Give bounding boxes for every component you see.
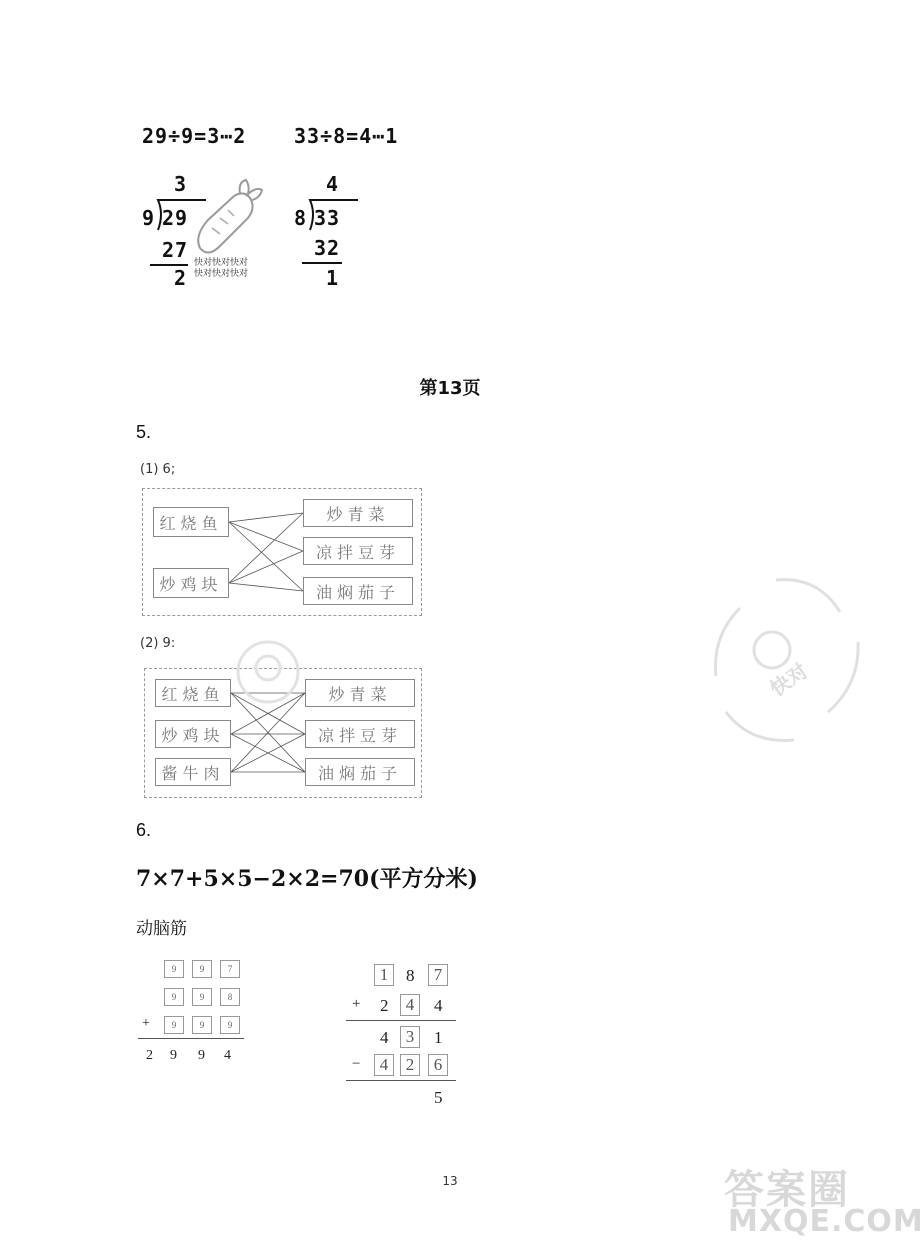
digit: 4 xyxy=(434,996,443,1015)
digit: 8 xyxy=(406,966,415,985)
division-line xyxy=(302,262,342,264)
digit-box: 9 xyxy=(220,1016,240,1034)
question-6-number: 6. xyxy=(136,820,152,840)
left-item-2: 炒鸡块 xyxy=(155,720,231,748)
digit-box: 1 xyxy=(374,964,394,986)
part-1-label: (1) 6; xyxy=(140,462,176,477)
digit: 1 xyxy=(434,1028,443,1047)
dividend: 33 xyxy=(314,206,341,230)
digit-box: 6 xyxy=(428,1054,448,1076)
kuaidui-logo-icon xyxy=(222,626,314,718)
question-5-number: 5. xyxy=(136,422,152,442)
divisor: 8 xyxy=(294,206,308,230)
digit-box: 4 xyxy=(400,994,420,1016)
right-item-3: 油焖茄子 xyxy=(305,758,415,786)
brand-watermark-top: 答案圈 xyxy=(724,1167,850,1213)
dividend: 29 xyxy=(162,206,189,230)
result-digit: 5 xyxy=(434,1088,443,1107)
remainder: 1 xyxy=(326,266,340,290)
result-digit: 4 xyxy=(224,1048,231,1063)
digit-box: 7 xyxy=(428,964,448,986)
quotient: 4 xyxy=(326,172,340,196)
divisor: 9 xyxy=(142,206,156,230)
plus-operator: + xyxy=(142,1016,150,1031)
digit-box: 7 xyxy=(220,960,240,978)
digit: 2 xyxy=(380,996,389,1015)
addition-puzzle-left xyxy=(136,956,256,1076)
result-digit: 2 xyxy=(146,1048,153,1063)
page-number: 13 xyxy=(442,1174,458,1188)
right-item-3: 油焖茄子 xyxy=(303,577,413,605)
sum-line xyxy=(138,1038,244,1039)
page-heading: 第13页 xyxy=(419,378,481,399)
brand-watermark-bottom: MXQE.COM xyxy=(728,1204,924,1239)
right-item-1: 炒青菜 xyxy=(303,499,413,527)
digit-box: 8 xyxy=(220,988,240,1006)
kuaidui-watermark-text: 快对 xyxy=(765,658,813,702)
sum-line xyxy=(346,1020,456,1021)
addition-puzzle-right xyxy=(344,960,464,1110)
minus-operator: − xyxy=(352,1056,361,1072)
carrot-watermark-icon xyxy=(190,176,270,260)
digit-box: 4 xyxy=(374,1054,394,1076)
right-item-1: 炒青菜 xyxy=(305,679,415,707)
difference-line xyxy=(346,1080,456,1081)
left-item-3: 酱牛肉 xyxy=(155,758,231,786)
division-equation-right: 33÷8=4⋯1 xyxy=(294,124,399,148)
digit-box: 9 xyxy=(192,1016,212,1034)
carrot-watermark-text: 快对快对快对 快对快对快对 xyxy=(194,258,249,279)
quotient: 3 xyxy=(174,172,188,196)
long-division-right xyxy=(292,170,362,290)
product: 32 xyxy=(314,236,341,260)
digit-box: 9 xyxy=(164,1016,184,1034)
digit-box: 2 xyxy=(400,1054,420,1076)
digit-box: 9 xyxy=(164,960,184,978)
digit: 4 xyxy=(380,1028,389,1047)
plus-operator: + xyxy=(352,996,361,1012)
digit-box: 9 xyxy=(192,988,212,1006)
digit-box: 9 xyxy=(164,988,184,1006)
digit-box: 3 xyxy=(400,1026,420,1048)
result-digit: 9 xyxy=(198,1048,205,1063)
area-equation: 7×7+5×5−2×2=70(平方分米) xyxy=(136,866,478,892)
division-equation-left: 29÷9=3⋯2 xyxy=(142,124,247,148)
brain-teaser-title: 动脑筋 xyxy=(136,919,187,939)
remainder: 2 xyxy=(174,266,188,290)
product: 27 xyxy=(162,238,189,262)
right-item-2: 凉拌豆芽 xyxy=(305,720,415,748)
part-2-label: (2) 9: xyxy=(140,636,176,651)
left-item-2: 炒鸡块 xyxy=(153,568,229,598)
matching-diagram-1 xyxy=(142,488,422,616)
digit-box: 9 xyxy=(192,960,212,978)
result-digit: 9 xyxy=(170,1048,177,1063)
right-item-2: 凉拌豆芽 xyxy=(303,537,413,565)
left-item-1: 红烧鱼 xyxy=(155,679,231,707)
left-item-1: 红烧鱼 xyxy=(153,507,229,537)
